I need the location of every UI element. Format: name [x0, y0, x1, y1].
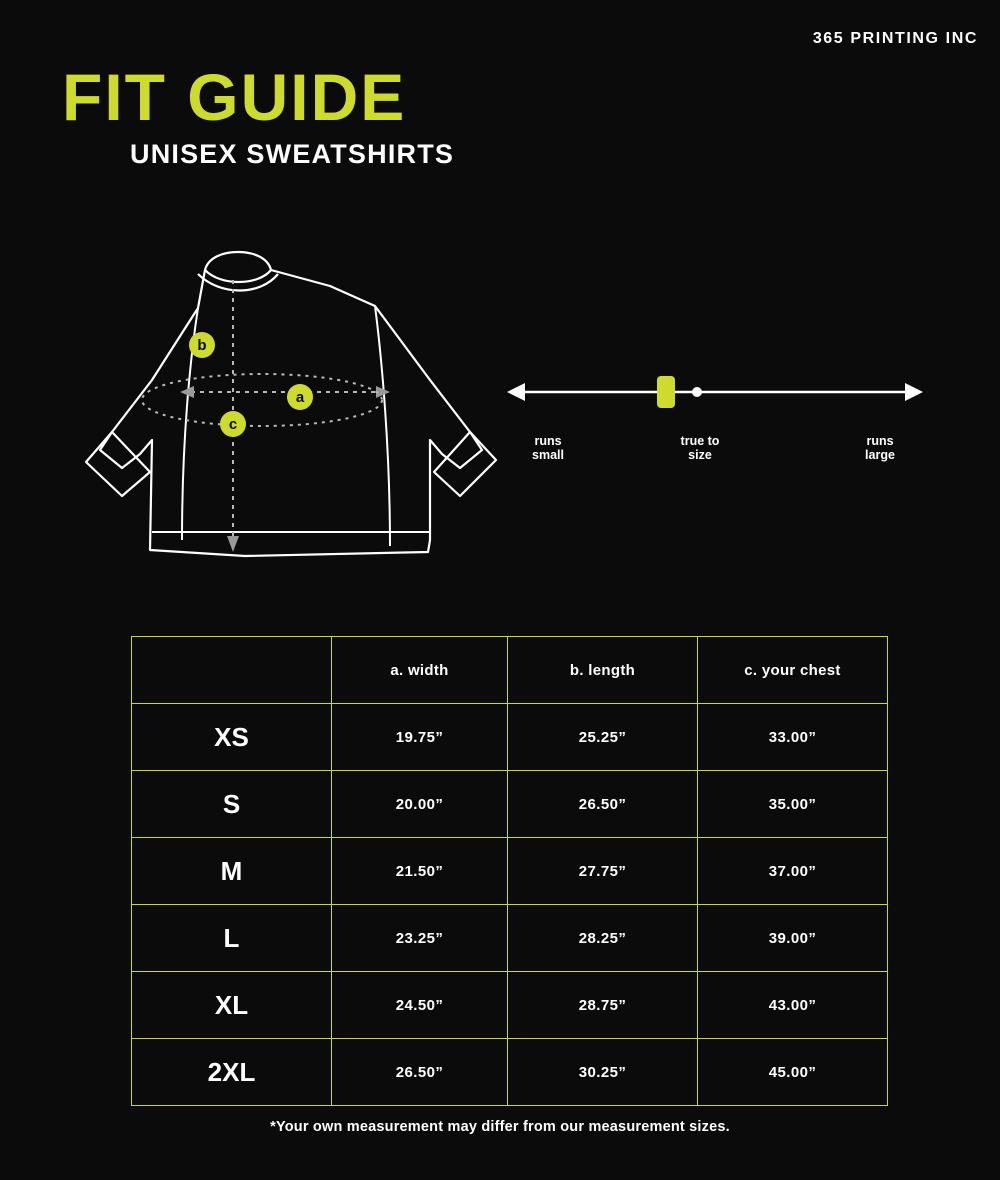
row-chest: 39.00” [698, 905, 888, 972]
table-row [132, 905, 888, 972]
footnote: *Your own measurement may differ from our measurement sizes. [270, 1119, 730, 1135]
page-subtitle: UNISEX SWEATSHIRTS [130, 139, 455, 169]
fit-scale-label-true: true to size [680, 434, 720, 463]
row-size: M [132, 838, 332, 905]
row-length: 30.25” [508, 1039, 698, 1106]
sweatshirt-diagram-icon [30, 240, 500, 580]
svg-text:b: b [197, 337, 207, 354]
table-row [132, 771, 888, 838]
row-length: 28.25” [508, 905, 698, 972]
row-size: 2XL [132, 1039, 332, 1106]
row-chest: 43.00” [698, 972, 888, 1039]
row-width: 21.50” [332, 838, 508, 905]
row-length: 25.25” [508, 704, 698, 771]
brand-name: 365 PRINTING INC [812, 30, 978, 47]
row-chest: 45.00” [698, 1039, 888, 1106]
table-header-row [132, 637, 888, 704]
row-width: 24.50” [332, 972, 508, 1039]
row-size: XS [132, 704, 332, 771]
row-length: 28.75” [508, 972, 698, 1039]
table-header-chest: c. your chest [698, 637, 888, 704]
table-header-length: b. length [508, 637, 698, 704]
row-chest: 33.00” [698, 704, 888, 771]
fit-scale-label-small: runs small [532, 434, 564, 463]
table-row [132, 1039, 888, 1106]
row-chest: 37.00” [698, 838, 888, 905]
fit-scale [505, 360, 925, 480]
row-length: 26.50” [508, 771, 698, 838]
table-row [132, 704, 888, 771]
table-row [132, 838, 888, 905]
size-table-wrap [131, 636, 887, 1106]
row-size: L [132, 905, 332, 972]
svg-text:a: a [295, 389, 305, 406]
fit-scale-marker [657, 376, 675, 408]
table-header-width: a. width [332, 637, 508, 704]
row-width: 19.75” [332, 704, 508, 771]
row-chest: 35.00” [698, 771, 888, 838]
fit-scale-label-large: runs large [865, 434, 895, 463]
row-size: XL [132, 972, 332, 1039]
row-width: 23.25” [332, 905, 508, 972]
row-width: 26.50” [332, 1039, 508, 1106]
row-length: 27.75” [508, 838, 698, 905]
fit-scale-icon [505, 360, 925, 430]
row-width: 20.00” [332, 771, 508, 838]
svg-text:c: c [228, 416, 238, 433]
row-size: S [132, 771, 332, 838]
size-table [131, 636, 888, 1106]
page-title: FIT GUIDE [62, 60, 407, 134]
sweatshirt-illustration [30, 240, 500, 580]
table-row [132, 972, 888, 1039]
table-header-blank [132, 637, 332, 704]
